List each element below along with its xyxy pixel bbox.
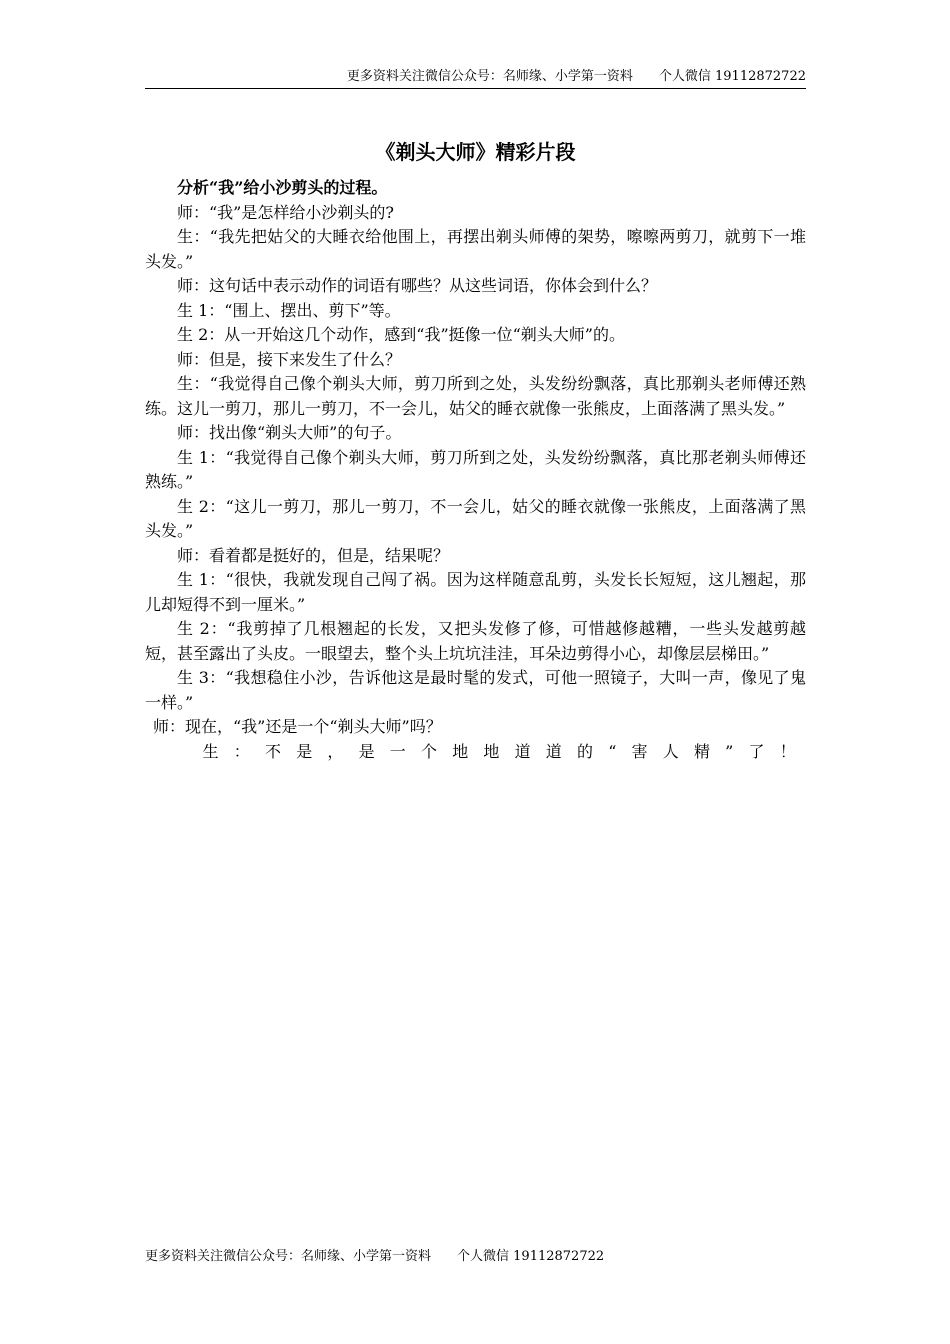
paragraph: 师：看着都是挺好的，但是，结果呢？ (177, 545, 450, 565)
page-footer (145, 1248, 604, 1266)
paragraph: 生 2：“这儿一剪刀，那儿一剪刀，不一会儿，姑父的睡衣就像一张熊皮，上面落满了黑头发。” (145, 496, 806, 540)
page-header (145, 68, 806, 89)
paragraph: 生：“我觉得自己像个剃头大师，剪刀所到之处，头发纷纷飘落，真比那剃头老师傅还熟练。这儿一剪刀，那儿一剪刀，不一会儿，姑父的睡衣就像一张熊皮，上面落满了黑头发。” (145, 374, 806, 418)
paragraph: 师：但是，接下来发生了什么？ (177, 349, 402, 369)
paragraph: 生 2：从一开始这几个动作，感到“我”挺像一位“剃头大师”的。 (177, 325, 625, 344)
header-text-left: 更多资料关注微信公众号：名师缘、小学第一资料 (346, 69, 633, 84)
paragraph: 师：这句话中表示动作的词语有哪些？从这些词语，你体会到什么？ (177, 276, 658, 295)
paragraph: 生 1：“很快，我就发现自己闯了祸。因为这样随意乱剪，头发长长短短，这儿翘起，那儿却短得不到一厘米。” (145, 570, 806, 614)
footer-text-right: 个人微信 19112872722 (457, 1249, 605, 1264)
document-body (145, 176, 811, 764)
paragraph: 师：找出像“剃头大师”的句子。 (177, 423, 402, 442)
document-title: 《剃头大师》精彩片段 (375, 140, 576, 164)
paragraph: 师：“我”是怎样给小沙剃头的? (177, 202, 394, 222)
footer-text-left: 更多资料关注微信公众号：名师缘、小学第一资料 (145, 1249, 432, 1264)
final-answer: 生：不是，是一个地地道道的“害人精”了！ (202, 741, 811, 761)
section-subheading: 分析“我”给小沙剪头的过程。 (177, 178, 388, 197)
final-question: 师：现在，“我”还是一个“剃头大师”吗？ (153, 717, 442, 736)
paragraph: 生 3：“我想稳住小沙，告诉他这是最时髦的发式，可他一照镜子，大叫一声，像见了鬼一样。” (145, 668, 806, 712)
header-text-right: 个人微信 19112872722 (658, 69, 806, 84)
paragraph: 生 1：“围上、摆出、剪下”等。 (177, 300, 401, 320)
paragraph: 生 2：“我剪掉了几根翘起的长发，又把头发修了修，可惜越修越糟，一些头发越剪越短，甚至露出了头皮。一眼望去，整个头上坑坑洼洼，耳朵边剪得小心，却像层层梯田。” (145, 619, 806, 663)
paragraph: 生 1：“我觉得自己像个剃头大师，剪刀所到之处，头发纷纷飘落，真比那老剃头师傅还熟练。” (145, 447, 806, 491)
paragraph: 生：“我先把姑父的大睡衣给他围上，再摆出剃头师傅的架势，嚓嚓两剪刀，就剪下一堆头发。” (145, 227, 806, 271)
